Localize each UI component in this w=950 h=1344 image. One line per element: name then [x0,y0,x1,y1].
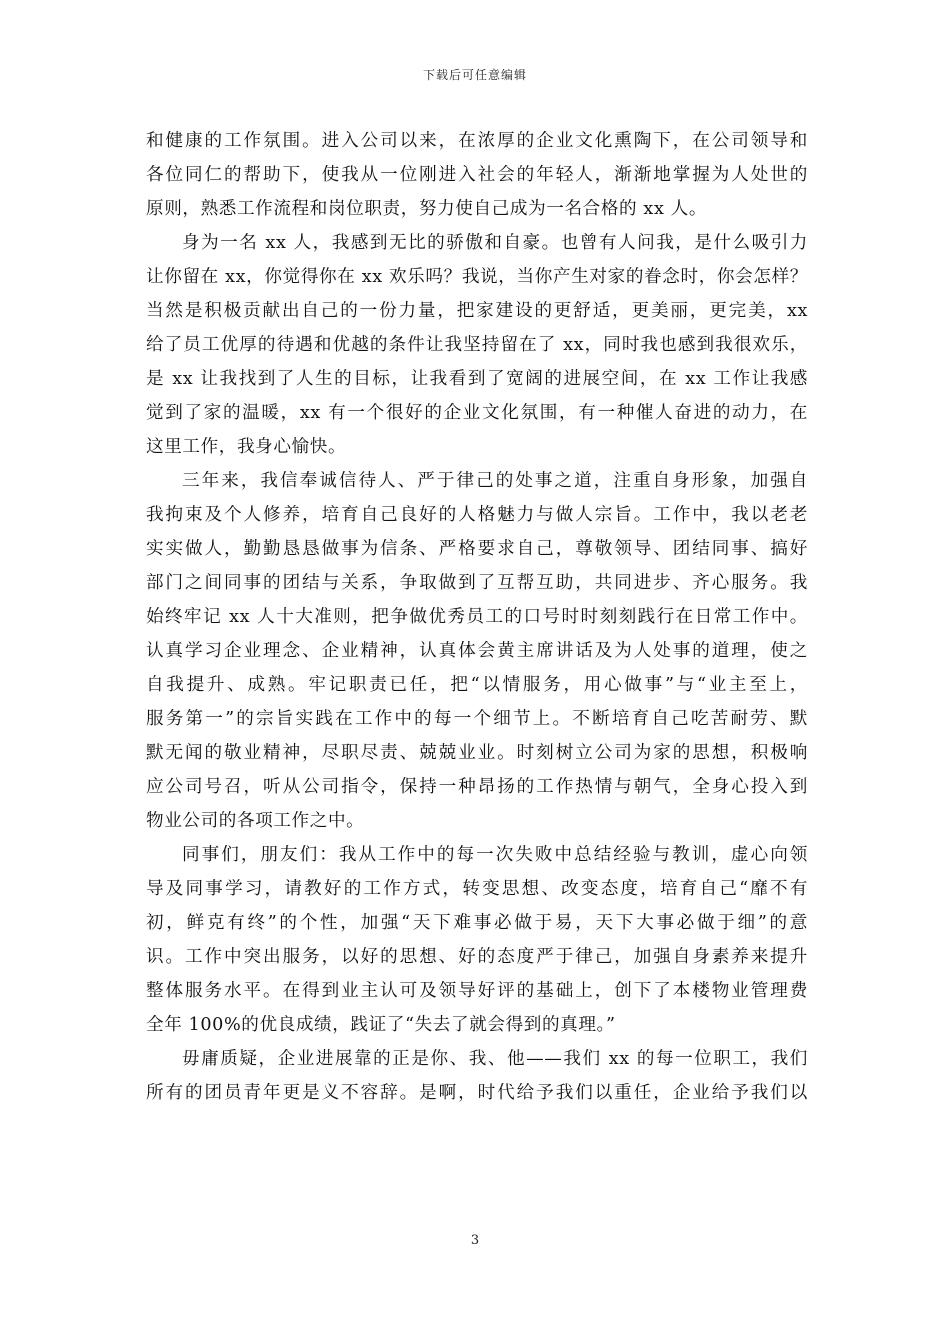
text-line: 识。工作中突出服务，以好的思想、好的态度严于律己，加强自身素养来提升 [146,947,808,967]
text-line: 应公司号召，听从公司指令，保持一种昂扬的工作热情与朝气，全身心投入到 [146,777,808,797]
text-line: 所有的团员青年更是义不容辞。是啊，时代给予我们以重任，企业给予我们以 [146,1083,808,1103]
text-line: 服务第一”的宗旨实践在工作中的每一个细节上。不断培育自己吃苦耐劳、默 [146,709,808,729]
page-number: 3 [470,1233,480,1248]
page-header: 下载后可任意编辑 [422,68,527,82]
text-line: 当然是积极贡献出自己的一份力量，把家建设的更舒适，更美丽，更完美，xx [146,301,808,321]
text-line: 物业公司的各项工作之中。 [146,811,365,831]
text-line: 自我提升、成熟。牢记职责已任，把“以情服务，用心做事”与“业主至上， [146,675,808,695]
text-line: 默无闻的敬业精神，尽职尽责、兢兢业业。时刻树立公司为家的思想，积极响 [146,743,808,763]
text-line: 给了员工优厚的待遇和优越的条件让我坚持留在了 xx，同时我也感到我很欢乐， [146,335,808,355]
text-line: 原则，熟悉工作流程和岗位职责，努力使自己成为一名合格的 xx 人。 [146,199,708,219]
text-line: 全年 100%的优良成绩，践证了“失去了就会得到的真理。” [146,1015,616,1035]
text-line: 初，鲜克有终”的个性，加强“天下难事必做于易，天下大事必做于细”的意 [146,913,808,933]
text-line: 三年来，我信奉诚信待人、严于律己的处事之道，注重自身形象，加强自 [182,471,808,491]
text-line: 同事们，朋友们：我从工作中的每一次失败中总结经验与教训，虚心向领 [182,845,808,865]
text-line: 认真学习企业理念、企业精神，认真体会黄主席讲话及为人处事的道理，使之 [146,641,808,661]
text-line: 部门之间同事的团结与关系，争取做到了互帮互助，共同进步、齐心服务。我 [146,573,808,593]
text-line: 让你留在 xx，你觉得你在 xx 欢乐吗？我说，当你产生对家的眷念时，你会怎样？ [146,267,808,287]
text-line: 是 xx 让我找到了人生的目标，让我看到了宽阔的进展空间，在 xx 工作让我感 [146,369,808,389]
text-line: 觉到了家的温暖，xx 有一个很好的企业文化氛围，有一种催人奋进的动力，在 [146,403,808,423]
text-line: 实实做人，勤勤恳恳做事为信条、严格要求自己，尊敬领导、团结同事、搞好 [146,539,808,559]
text-line: 和健康的工作氛围。进入公司以来，在浓厚的企业文化熏陶下，在公司领导和 [146,131,808,151]
text-line: 这里工作，我身心愉快。 [146,437,347,457]
text-line: 整体服务水平。在得到业主认可及领导好评的基础上，创下了本楼物业管理费 [146,981,808,1001]
text-line: 各位同仁的帮助下，使我从一位刚进入社会的年轻人，渐渐地掌握为人处世的 [146,165,808,185]
text-line: 我拘束及个人修养，培育自己良好的人格魅力与做人宗旨。工作中，我以老老 [146,505,808,525]
text-line: 始终牢记 xx 人十大准则，把争做优秀员工的口号时时刻刻践行在日常工作中。 [146,607,808,627]
text-line: 身为一名 xx 人，我感到无比的骄傲和自豪。也曾有人问我，是什么吸引力 [182,233,808,253]
text-line: 导及同事学习，请教好的工作方式，转变思想、改变态度，培育自己“靡不有 [146,879,808,899]
text-line: 毋庸质疑，企业进展靠的正是你、我、他——我们 xx 的每一位职工，我们 [182,1049,808,1069]
